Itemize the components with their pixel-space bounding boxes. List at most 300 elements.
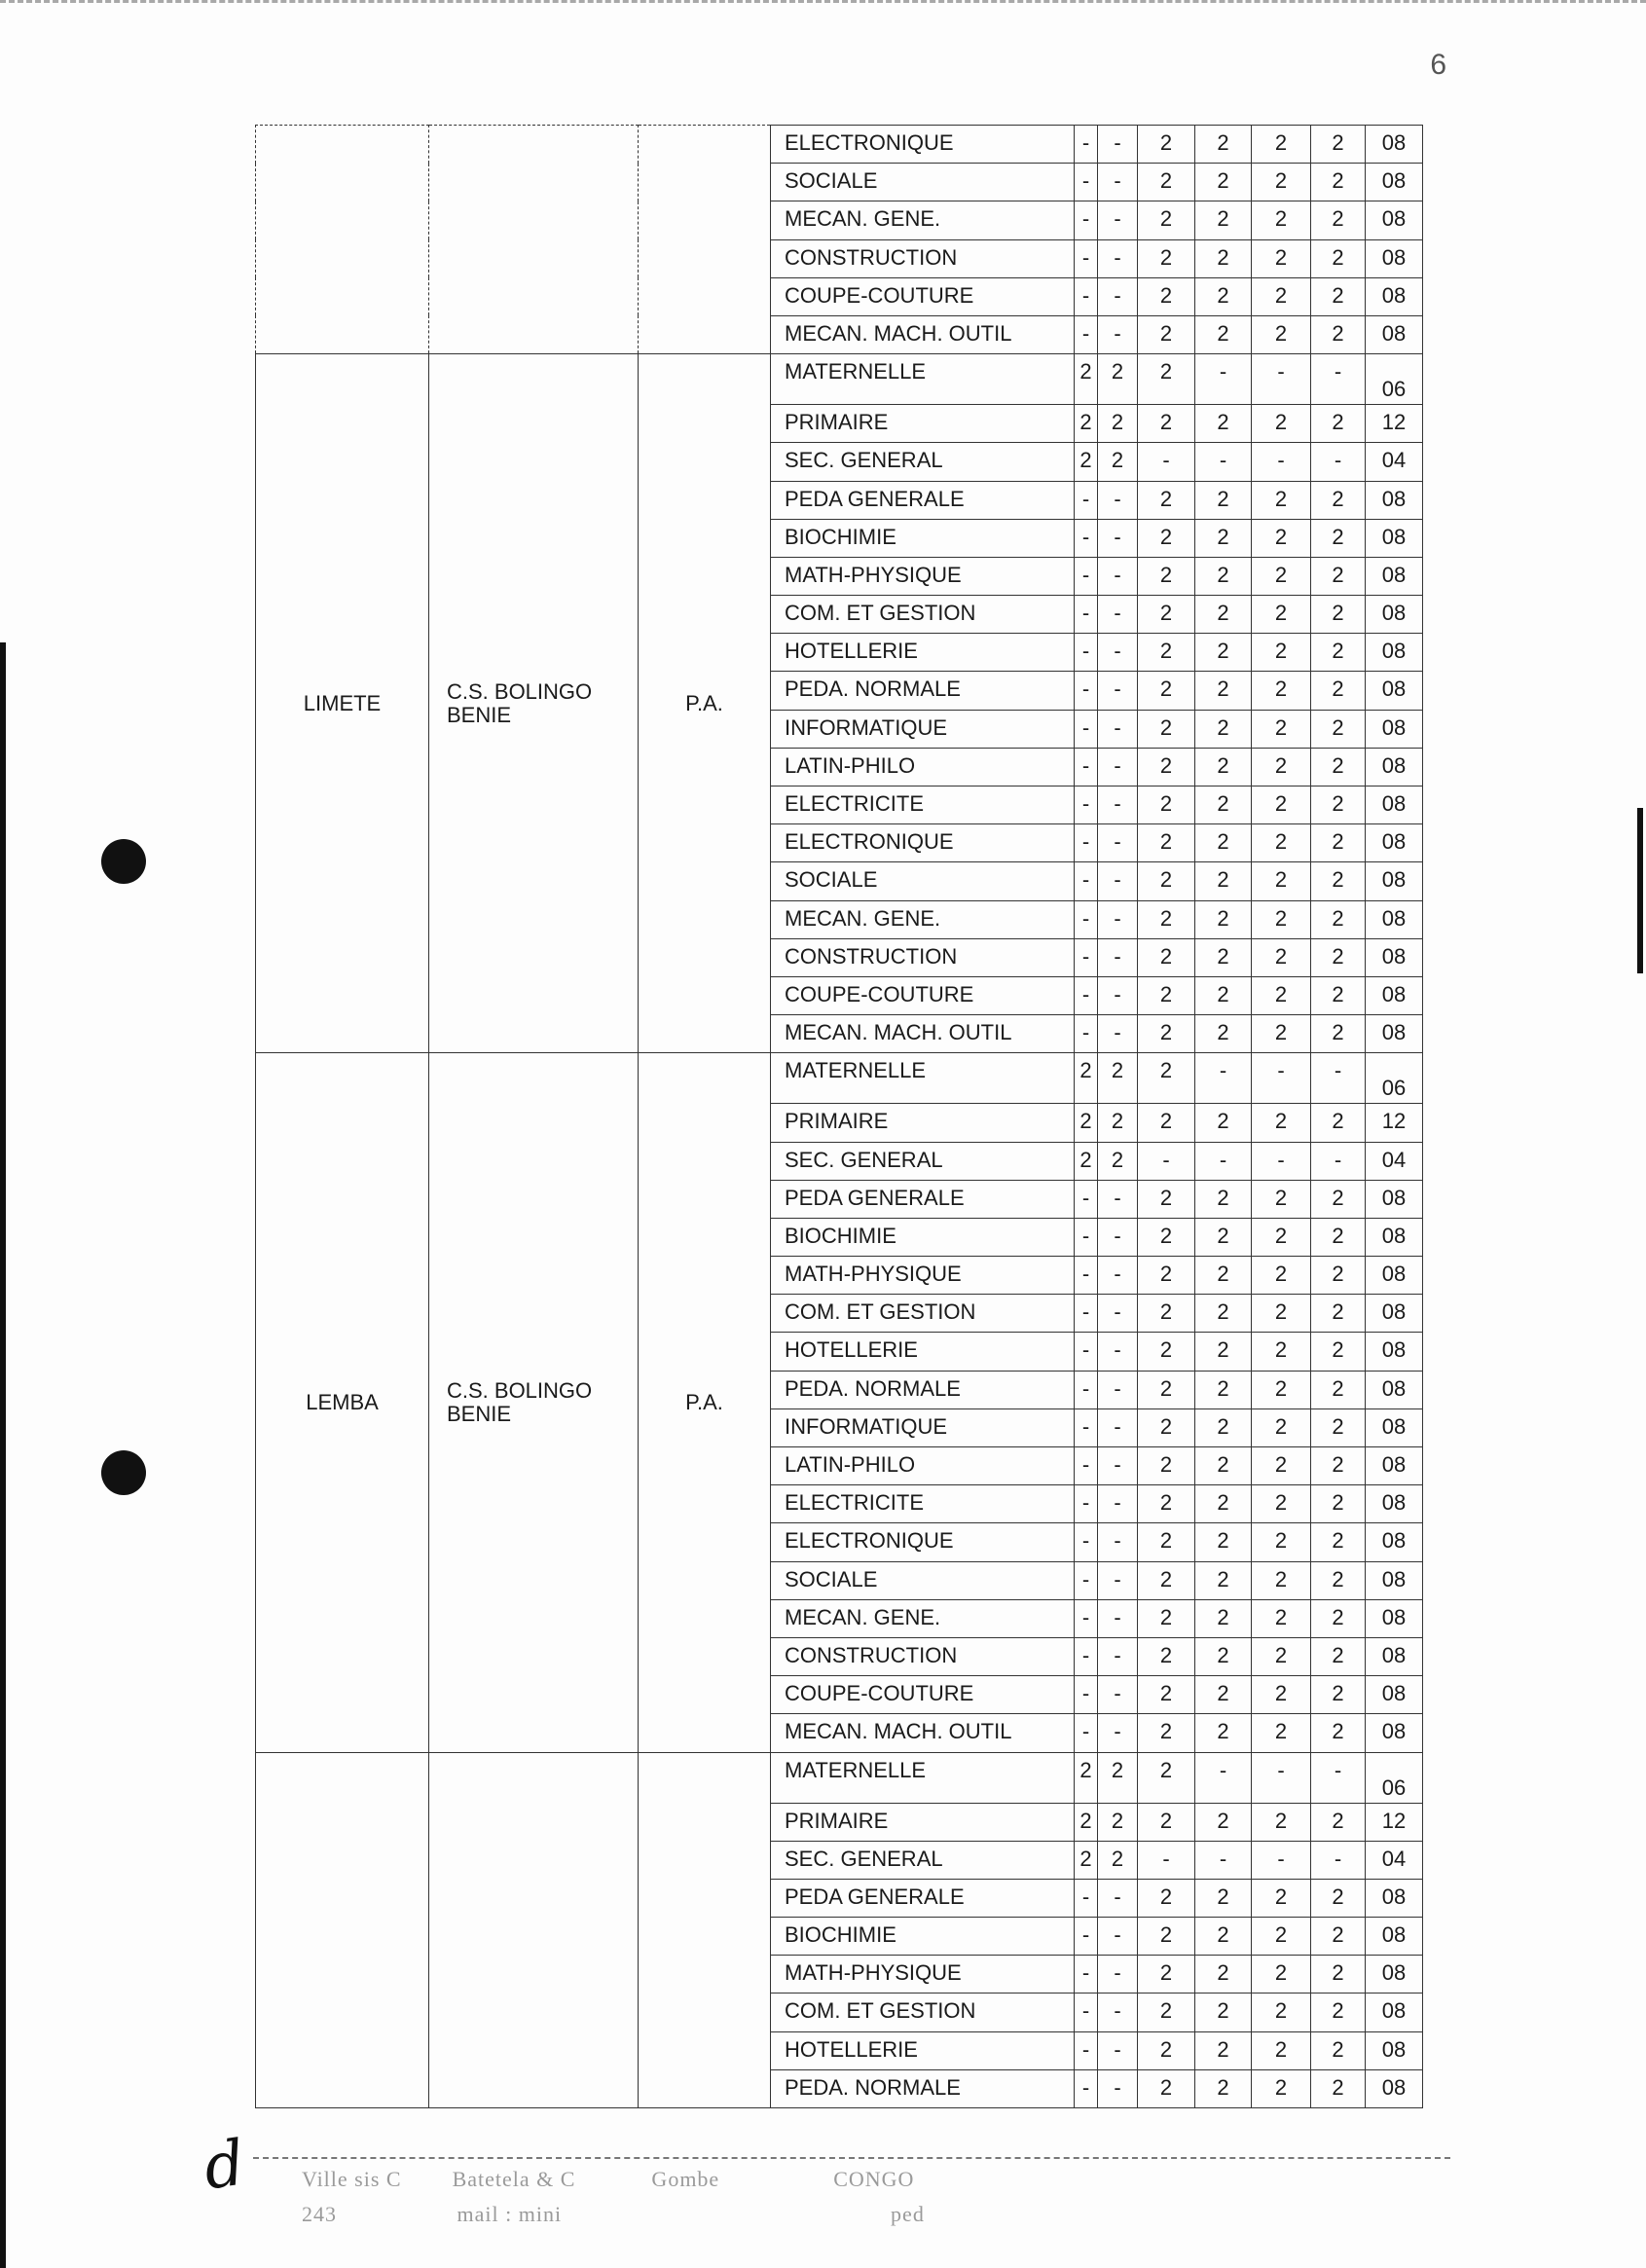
class-count-cell: 2: [1195, 1485, 1252, 1523]
class-count-cell: -: [1098, 596, 1138, 634]
class-count-cell: -: [1311, 1053, 1366, 1104]
class-count-cell: 2: [1311, 315, 1366, 353]
class-count-cell: 2: [1252, 1714, 1311, 1752]
total-cell: 08: [1366, 1523, 1423, 1561]
class-count-cell: -: [1075, 1714, 1098, 1752]
class-count-cell: 2: [1252, 2031, 1311, 2069]
class-count-cell: 2: [1252, 277, 1311, 315]
total-cell: 08: [1366, 1637, 1423, 1675]
class-count-cell: -: [1075, 1599, 1098, 1637]
class-count-cell: 2: [1195, 938, 1252, 976]
class-count-cell: 2: [1195, 2069, 1252, 2107]
class-count-cell: 2: [1252, 164, 1311, 201]
class-count-cell: 2: [1252, 1523, 1311, 1561]
total-cell: 04: [1366, 1841, 1423, 1879]
class-count-cell: -: [1252, 1841, 1311, 1879]
section-name-cell: LATIN-PHILO: [771, 748, 1075, 786]
punch-hole-top: [101, 839, 146, 884]
footer-address-line: Ville sis C Batetela & C Gombe CONGO: [302, 2167, 915, 2191]
section-name-cell: PRIMAIRE: [771, 1803, 1075, 1841]
class-count-cell: 2: [1138, 1218, 1195, 1256]
handwritten-signature: d: [200, 2127, 249, 2205]
class-count-cell: -: [1098, 1714, 1138, 1752]
class-count-cell: 2: [1138, 1371, 1195, 1408]
class-count-cell: -: [1098, 1637, 1138, 1675]
section-name-cell: CONSTRUCTION: [771, 938, 1075, 976]
section-name-cell: HOTELLERIE: [771, 634, 1075, 672]
class-count-cell: 2: [1252, 1015, 1311, 1053]
section-name-cell: INFORMATIQUE: [771, 1408, 1075, 1446]
total-cell: 04: [1366, 1142, 1423, 1180]
total-cell: 06: [1366, 354, 1423, 405]
total-cell: 08: [1366, 1257, 1423, 1295]
class-count-cell: 2: [1098, 1104, 1138, 1142]
class-count-cell: 2: [1195, 1180, 1252, 1218]
class-count-cell: -: [1098, 481, 1138, 519]
section-name-cell: ELECTRONIQUE: [771, 824, 1075, 862]
class-count-cell: 2: [1138, 126, 1195, 164]
class-count-cell: -: [1075, 1180, 1098, 1218]
scan-right-mark: [1637, 808, 1643, 973]
class-count-cell: 2: [1311, 1015, 1366, 1053]
class-count-cell: 2: [1138, 201, 1195, 239]
class-count-cell: -: [1098, 976, 1138, 1014]
class-count-cell: 2: [1098, 1053, 1138, 1104]
total-cell: 08: [1366, 1180, 1423, 1218]
class-count-cell: 2: [1311, 976, 1366, 1014]
class-count-cell: 2: [1252, 1295, 1311, 1333]
section-name-cell: COUPE-COUTURE: [771, 1676, 1075, 1714]
class-count-cell: -: [1098, 2031, 1138, 2069]
class-count-cell: -: [1075, 277, 1098, 315]
section-name-cell: SOCIALE: [771, 164, 1075, 201]
class-count-cell: 2: [1311, 405, 1366, 443]
class-count-cell: -: [1098, 201, 1138, 239]
class-count-cell: -: [1311, 354, 1366, 405]
class-count-cell: -: [1098, 164, 1138, 201]
total-cell: 08: [1366, 976, 1423, 1014]
class-count-cell: -: [1252, 1053, 1311, 1104]
class-count-cell: 2: [1252, 557, 1311, 595]
class-count-cell: -: [1075, 976, 1098, 1014]
class-count-cell: 2: [1311, 1408, 1366, 1446]
section-name-cell: PRIMAIRE: [771, 405, 1075, 443]
school-name-line2: BENIE: [447, 1401, 512, 1426]
section-name-cell: CONSTRUCTION: [771, 1637, 1075, 1675]
class-count-cell: 2: [1138, 748, 1195, 786]
class-count-cell: 2: [1252, 126, 1311, 164]
class-count-cell: -: [1252, 1752, 1311, 1803]
class-count-cell: 2: [1138, 277, 1195, 315]
class-count-cell: 2: [1195, 1714, 1252, 1752]
class-count-cell: -: [1075, 1523, 1098, 1561]
total-cell: 08: [1366, 315, 1423, 353]
section-name-cell: ELECTRICITE: [771, 786, 1075, 824]
class-count-cell: -: [1138, 1142, 1195, 1180]
class-count-cell: 2: [1311, 862, 1366, 900]
class-count-cell: -: [1098, 1408, 1138, 1446]
class-count-cell: 2: [1311, 201, 1366, 239]
class-count-cell: 2: [1195, 1408, 1252, 1446]
class-count-cell: -: [1195, 1841, 1252, 1879]
section-name-cell: SEC. GENERAL: [771, 1841, 1075, 1879]
class-count-cell: 2: [1252, 481, 1311, 519]
section-name-cell: BIOCHIMIE: [771, 519, 1075, 557]
class-count-cell: -: [1098, 1295, 1138, 1333]
class-count-cell: -: [1098, 126, 1138, 164]
class-count-cell: -: [1138, 1841, 1195, 1879]
class-count-cell: 2: [1195, 1956, 1252, 1994]
class-count-cell: -: [1195, 1752, 1252, 1803]
class-count-cell: 2: [1098, 405, 1138, 443]
class-count-cell: -: [1098, 1599, 1138, 1637]
class-count-cell: 2: [1252, 710, 1311, 748]
class-count-cell: 2: [1252, 1561, 1311, 1599]
class-count-cell: 2: [1138, 481, 1195, 519]
class-count-cell: -: [1252, 1142, 1311, 1180]
class-count-cell: 2: [1195, 1295, 1252, 1333]
class-count-cell: -: [1098, 557, 1138, 595]
total-cell: 06: [1366, 1053, 1423, 1104]
class-count-cell: -: [1098, 1676, 1138, 1714]
school-cell: [429, 1752, 639, 2108]
total-cell: 08: [1366, 1561, 1423, 1599]
table-row: [256, 126, 1423, 164]
class-count-cell: 2: [1252, 1956, 1311, 1994]
total-cell: 08: [1366, 481, 1423, 519]
class-count-cell: 2: [1138, 1447, 1195, 1485]
section-name-cell: PRIMAIRE: [771, 1104, 1075, 1142]
class-count-cell: 2: [1195, 201, 1252, 239]
class-count-cell: 2: [1075, 443, 1098, 481]
class-count-cell: 2: [1252, 1918, 1311, 1956]
class-count-cell: 2: [1252, 1371, 1311, 1408]
section-name-cell: ELECTRONIQUE: [771, 1523, 1075, 1561]
class-count-cell: 2: [1195, 1803, 1252, 1841]
total-cell: 12: [1366, 405, 1423, 443]
class-count-cell: 2: [1195, 786, 1252, 824]
total-cell: 08: [1366, 2031, 1423, 2069]
class-count-cell: 2: [1075, 1752, 1098, 1803]
class-count-cell: -: [1098, 1333, 1138, 1371]
total-cell: 08: [1366, 710, 1423, 748]
class-count-cell: 2: [1195, 1371, 1252, 1408]
class-count-cell: 2: [1195, 1523, 1252, 1561]
class-count-cell: 2: [1311, 1956, 1366, 1994]
class-count-cell: -: [1075, 1561, 1098, 1599]
class-count-cell: -: [1075, 710, 1098, 748]
class-count-cell: 2: [1252, 201, 1311, 239]
class-count-cell: 2: [1138, 1994, 1195, 2031]
class-count-cell: 2: [1138, 1956, 1195, 1994]
class-count-cell: 2: [1252, 1333, 1311, 1371]
class-count-cell: -: [1075, 1485, 1098, 1523]
class-count-cell: 2: [1098, 443, 1138, 481]
section-name-cell: PEDA GENERALE: [771, 481, 1075, 519]
section-name-cell: SOCIALE: [771, 1561, 1075, 1599]
regime-cell: [639, 1752, 771, 2108]
total-cell: 08: [1366, 786, 1423, 824]
class-count-cell: -: [1075, 1015, 1098, 1053]
school-name-line2: BENIE: [447, 702, 512, 727]
class-count-cell: 2: [1252, 1803, 1311, 1841]
class-count-cell: 2: [1311, 786, 1366, 824]
class-count-cell: 2: [1252, 315, 1311, 353]
class-count-cell: -: [1098, 1956, 1138, 1994]
section-name-cell: MATH-PHYSIQUE: [771, 1956, 1075, 1994]
class-count-cell: 2: [1311, 239, 1366, 277]
class-count-cell: 2: [1195, 1561, 1252, 1599]
class-count-cell: 2: [1252, 672, 1311, 710]
section-name-cell: PEDA. NORMALE: [771, 2069, 1075, 2107]
class-count-cell: -: [1075, 672, 1098, 710]
class-count-cell: 2: [1311, 277, 1366, 315]
class-count-cell: 2: [1195, 1447, 1252, 1485]
class-count-cell: 2: [1195, 519, 1252, 557]
class-count-cell: 2: [1311, 1218, 1366, 1256]
class-count-cell: -: [1075, 1637, 1098, 1675]
total-cell: 08: [1366, 164, 1423, 201]
class-count-cell: 2: [1252, 786, 1311, 824]
section-name-cell: MECAN. MACH. OUTIL: [771, 315, 1075, 353]
class-count-cell: -: [1075, 2069, 1098, 2107]
class-count-cell: 2: [1252, 519, 1311, 557]
class-count-cell: 2: [1138, 634, 1195, 672]
class-count-cell: 2: [1252, 239, 1311, 277]
section-name-cell: PEDA. NORMALE: [771, 672, 1075, 710]
class-count-cell: 2: [1195, 976, 1252, 1014]
class-count-cell: 2: [1195, 126, 1252, 164]
class-count-cell: 2: [1252, 2069, 1311, 2107]
table-body: [256, 126, 1423, 2108]
class-count-cell: 2: [1138, 405, 1195, 443]
class-count-cell: -: [1098, 672, 1138, 710]
class-count-cell: 2: [1311, 2031, 1366, 2069]
total-cell: 08: [1366, 1218, 1423, 1256]
class-count-cell: -: [1075, 900, 1098, 938]
section-name-cell: LATIN-PHILO: [771, 1447, 1075, 1485]
section-name-cell: COM. ET GESTION: [771, 1295, 1075, 1333]
total-cell: 08: [1366, 1015, 1423, 1053]
total-cell: 08: [1366, 277, 1423, 315]
class-count-cell: 2: [1252, 1676, 1311, 1714]
total-cell: 06: [1366, 1752, 1423, 1803]
scan-top-noise: [0, 0, 1646, 11]
class-count-cell: 2: [1252, 596, 1311, 634]
total-cell: 08: [1366, 2069, 1423, 2107]
class-count-cell: 2: [1195, 481, 1252, 519]
class-count-cell: 2: [1195, 1879, 1252, 1917]
class-count-cell: 2: [1252, 1257, 1311, 1295]
class-count-cell: 2: [1311, 1561, 1366, 1599]
class-count-cell: 2: [1098, 354, 1138, 405]
section-name-cell: HOTELLERIE: [771, 2031, 1075, 2069]
class-count-cell: 2: [1195, 1257, 1252, 1295]
school-cell: [429, 354, 639, 1053]
section-name-cell: SEC. GENERAL: [771, 443, 1075, 481]
class-count-cell: -: [1098, 634, 1138, 672]
class-count-cell: -: [1098, 1485, 1138, 1523]
section-name-cell: MATH-PHYSIQUE: [771, 1257, 1075, 1295]
class-count-cell: 2: [1195, 900, 1252, 938]
class-count-cell: -: [1075, 557, 1098, 595]
regime-cell: P.A.: [639, 354, 771, 1053]
class-count-cell: 2: [1138, 824, 1195, 862]
class-count-cell: 2: [1195, 634, 1252, 672]
total-cell: 08: [1366, 1994, 1423, 2031]
class-count-cell: -: [1075, 824, 1098, 862]
class-count-cell: -: [1075, 2031, 1098, 2069]
schools-table: [255, 125, 1423, 2108]
class-count-cell: 2: [1138, 1295, 1195, 1333]
class-count-cell: 2: [1138, 1803, 1195, 1841]
class-count-cell: 2: [1138, 1637, 1195, 1675]
section-name-cell: MECAN. GENE.: [771, 1599, 1075, 1637]
section-name-cell: PEDA. NORMALE: [771, 1371, 1075, 1408]
regime-cell: [639, 126, 771, 354]
section-name-cell: MATERNELLE: [771, 354, 1075, 405]
class-count-cell: 2: [1311, 1295, 1366, 1333]
class-count-cell: -: [1075, 315, 1098, 353]
class-count-cell: 2: [1195, 315, 1252, 353]
class-count-cell: 2: [1138, 938, 1195, 976]
class-count-cell: -: [1075, 239, 1098, 277]
class-count-cell: -: [1195, 443, 1252, 481]
class-count-cell: 2: [1252, 900, 1311, 938]
class-count-cell: 2: [1252, 938, 1311, 976]
class-count-cell: 2: [1195, 557, 1252, 595]
total-cell: 08: [1366, 824, 1423, 862]
class-count-cell: 2: [1195, 405, 1252, 443]
class-count-cell: -: [1075, 1295, 1098, 1333]
section-name-cell: MECAN. MACH. OUTIL: [771, 1015, 1075, 1053]
class-count-cell: 2: [1311, 557, 1366, 595]
total-cell: 08: [1366, 1333, 1423, 1371]
section-name-cell: PEDA GENERALE: [771, 1180, 1075, 1218]
section-name-cell: MECAN. MACH. OUTIL: [771, 1714, 1075, 1752]
class-count-cell: 2: [1138, 1879, 1195, 1917]
total-cell: 08: [1366, 1714, 1423, 1752]
class-count-cell: 2: [1138, 2069, 1195, 2107]
class-count-cell: 2: [1311, 2069, 1366, 2107]
class-count-cell: 2: [1195, 277, 1252, 315]
total-cell: 08: [1366, 1879, 1423, 1917]
total-cell: 12: [1366, 1803, 1423, 1841]
class-count-cell: 2: [1252, 405, 1311, 443]
section-name-cell: ELECTRONIQUE: [771, 126, 1075, 164]
total-cell: 08: [1366, 1599, 1423, 1637]
class-count-cell: 2: [1311, 1104, 1366, 1142]
punch-hole-bottom: [101, 1450, 146, 1495]
class-count-cell: 2: [1138, 557, 1195, 595]
class-count-cell: -: [1138, 443, 1195, 481]
class-count-cell: 2: [1252, 1408, 1311, 1446]
table-row: [256, 1752, 1423, 1803]
class-count-cell: 2: [1138, 2031, 1195, 2069]
class-count-cell: 2: [1138, 1053, 1195, 1104]
class-count-cell: 2: [1138, 976, 1195, 1014]
class-count-cell: 2: [1138, 596, 1195, 634]
class-count-cell: 2: [1311, 900, 1366, 938]
school-name-line1: C.S. BOLINGO: [447, 678, 593, 704]
class-count-cell: 2: [1138, 900, 1195, 938]
class-count-cell: -: [1098, 1994, 1138, 2031]
class-count-cell: -: [1311, 1841, 1366, 1879]
class-count-cell: 2: [1138, 1257, 1195, 1295]
class-count-cell: 2: [1195, 1994, 1252, 2031]
total-cell: 08: [1366, 1676, 1423, 1714]
class-count-cell: 2: [1195, 239, 1252, 277]
class-count-cell: 2: [1195, 1218, 1252, 1256]
class-count-cell: -: [1311, 1752, 1366, 1803]
class-count-cell: 2: [1195, 1015, 1252, 1053]
class-count-cell: -: [1098, 710, 1138, 748]
class-count-cell: 2: [1311, 1485, 1366, 1523]
class-count-cell: -: [1098, 1879, 1138, 1917]
class-count-cell: -: [1075, 126, 1098, 164]
class-count-cell: 2: [1195, 1676, 1252, 1714]
class-count-cell: 2: [1311, 1676, 1366, 1714]
total-cell: 08: [1366, 634, 1423, 672]
total-cell: 08: [1366, 938, 1423, 976]
total-cell: 08: [1366, 1408, 1423, 1446]
class-count-cell: -: [1075, 1956, 1098, 1994]
class-count-cell: 2: [1311, 1994, 1366, 2031]
page-number: 6: [1430, 49, 1446, 81]
class-count-cell: 2: [1252, 1599, 1311, 1637]
class-count-cell: -: [1098, 277, 1138, 315]
commune-cell: [256, 126, 429, 354]
class-count-cell: 2: [1311, 672, 1366, 710]
footer-divider: [253, 2157, 1450, 2159]
class-count-cell: -: [1075, 1447, 1098, 1485]
class-count-cell: 2: [1311, 1599, 1366, 1637]
class-count-cell: -: [1098, 1918, 1138, 1956]
total-cell: 08: [1366, 201, 1423, 239]
section-name-cell: COM. ET GESTION: [771, 1994, 1075, 2031]
class-count-cell: 2: [1252, 1879, 1311, 1917]
footer-contact-line: 243 mail : mini ped: [302, 2202, 925, 2226]
section-name-cell: CONSTRUCTION: [771, 239, 1075, 277]
total-cell: 08: [1366, 519, 1423, 557]
class-count-cell: -: [1075, 1676, 1098, 1714]
class-count-cell: 2: [1138, 1015, 1195, 1053]
class-count-cell: 2: [1311, 634, 1366, 672]
total-cell: 08: [1366, 596, 1423, 634]
class-count-cell: 2: [1252, 1180, 1311, 1218]
section-name-cell: BIOCHIMIE: [771, 1918, 1075, 1956]
class-count-cell: -: [1098, 1218, 1138, 1256]
class-count-cell: -: [1098, 786, 1138, 824]
class-count-cell: 2: [1195, 862, 1252, 900]
class-count-cell: 2: [1075, 354, 1098, 405]
class-count-cell: 2: [1195, 1104, 1252, 1142]
class-count-cell: 2: [1311, 1333, 1366, 1371]
class-count-cell: 2: [1138, 1676, 1195, 1714]
class-count-cell: 2: [1098, 1752, 1138, 1803]
class-count-cell: 2: [1252, 1485, 1311, 1523]
total-cell: 08: [1366, 557, 1423, 595]
regime-cell: P.A.: [639, 1053, 771, 1752]
class-count-cell: 2: [1311, 748, 1366, 786]
total-cell: 08: [1366, 862, 1423, 900]
class-count-cell: 2: [1195, 1333, 1252, 1371]
class-count-cell: -: [1075, 481, 1098, 519]
class-count-cell: -: [1075, 1918, 1098, 1956]
commune-cell: LEMBA: [256, 1053, 429, 1752]
class-count-cell: -: [1098, 1180, 1138, 1218]
class-count-cell: 2: [1195, 164, 1252, 201]
